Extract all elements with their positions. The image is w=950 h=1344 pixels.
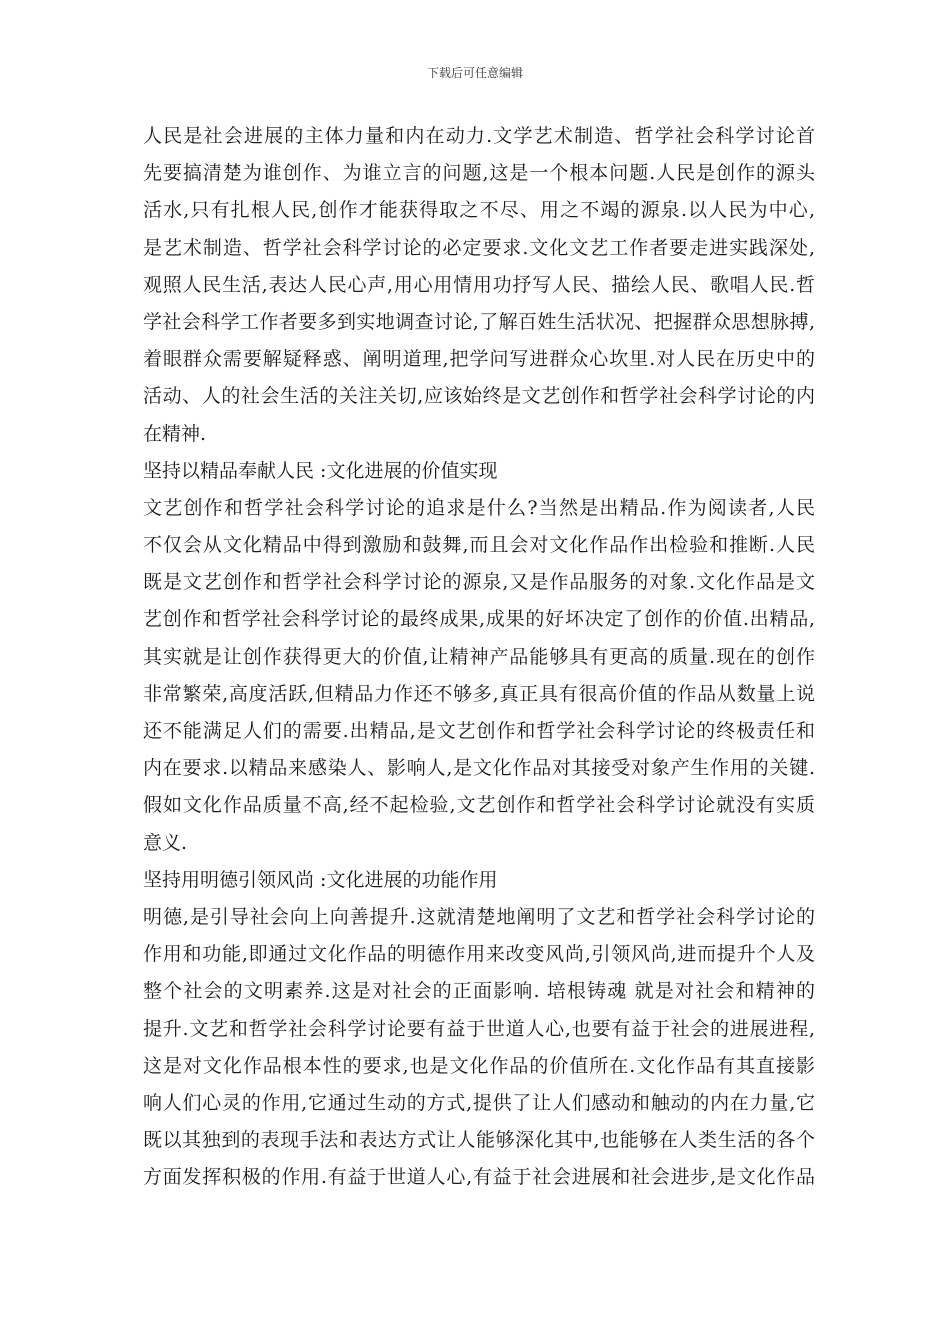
- text-line: 艺创作和哲学社会科学讨论的最终成果,成果的好坏决定了创作的价值.出精品,: [143, 608, 815, 631]
- page-header: 下载后可任意编辑: [426, 66, 523, 80]
- text-line: 既以其独到的表现手法和表达方式让人能够深化其中,也能够在人类生活的各个: [143, 1129, 815, 1152]
- text-line: 人民是社会进展的主体力量和内在动力.文学艺术制造、哲学社会科学讨论首: [143, 125, 815, 147]
- text-line: 文艺创作和哲学社会科学讨论的追求是什么?当然是出精品.作为阅读者,人民: [143, 496, 815, 519]
- text-line: 内在要求.以精品来感染人、影响人,是文化作品对其接受对象产生作用的关键.: [143, 757, 815, 780]
- text-line: 先要搞清楚为谁创作、为谁立言的问题,这是一个根本问题.人民是创作的源头: [143, 162, 815, 185]
- document-body: [143, 118, 815, 1196]
- text-line: 活水,只有扎根人民,创作才能获得取之不尽、用之不竭的源泉.以人民为中心,: [143, 199, 815, 222]
- text-line: 观照人民生活,表达人民心声,用心用情用功抒写人民、描绘人民、歌唱人民.哲: [143, 273, 815, 296]
- text-line: 在精神.: [143, 422, 207, 445]
- text-line: 作用和功能,即通过文化作品的明德作用来改变风尚,引领风尚,进而提升个人及: [143, 943, 815, 966]
- section-heading: 坚持以精品奉献人民 :文化进展的价值实现: [143, 459, 498, 482]
- text-line: 这是对文化作品根本性的要求,也是文化作品的价值所在.文化作品有其直接影: [143, 1054, 815, 1077]
- text-line: 意义.: [143, 831, 188, 854]
- text-line: 活动、人的社会生活的关注关切,应该始终是文艺创作和哲学社会科学讨论的内: [143, 385, 815, 408]
- text-line: 还不能满足人们的需要.出精品,是文艺创作和哲学社会科学讨论的终极责任和: [143, 720, 815, 742]
- text-line: 不仅会从文化精品中得到激励和鼓舞,而且会对文化作品作出检验和推断.人民: [143, 534, 815, 557]
- section-heading: 坚持用明德引领风尚 :文化进展的功能作用: [143, 868, 498, 891]
- text-line: 学社会科学工作者要多到实地调查讨论,了解百姓生活状况、把握群众思想脉搏,: [143, 310, 815, 333]
- text-line: 既是文艺创作和哲学社会科学讨论的源泉,又是作品服务的对象.文化作品是文: [143, 571, 815, 594]
- text-line: 是艺术制造、哲学社会科学讨论的必定要求.文化文艺工作者要走进实践深处,: [143, 236, 815, 259]
- text-line: 非常繁荣,高度活跃,但精品力作还不够多,真正具有很高价值的作品从数量上说: [143, 682, 815, 705]
- text-line: 着眼群众需要解疑释惑、阐明道理,把学问写进群众心坎里.对人民在历史中的: [143, 348, 815, 371]
- text-line: 假如文化作品质量不高,经不起检验,文艺创作和哲学社会科学讨论就没有实质: [143, 794, 815, 817]
- text-line: 其实就是让创作获得更大的价值,让精神产品能够具有更高的质量.现在的创作: [143, 645, 815, 668]
- text-line: 明德,是引导社会向上向善提升.这就清楚地阐明了文艺和哲学社会科学讨论的: [143, 905, 815, 928]
- text-line: 提升.文艺和哲学社会科学讨论要有益于世道人心,也要有益于社会的进展进程,: [143, 1017, 815, 1040]
- text-line: 方面发挥积极的作用.有益于世道人心,有益于社会进展和社会进步,是文化作品: [143, 1166, 815, 1189]
- text-line: 整个社会的文明素养.这是对社会的正面影响. 培根铸魂 就是对社会和精神的: [143, 980, 815, 1003]
- text-line: 响人们心灵的作用,它通过生动的方式,提供了让人们感动和触动的内在力量,它: [143, 1091, 815, 1114]
